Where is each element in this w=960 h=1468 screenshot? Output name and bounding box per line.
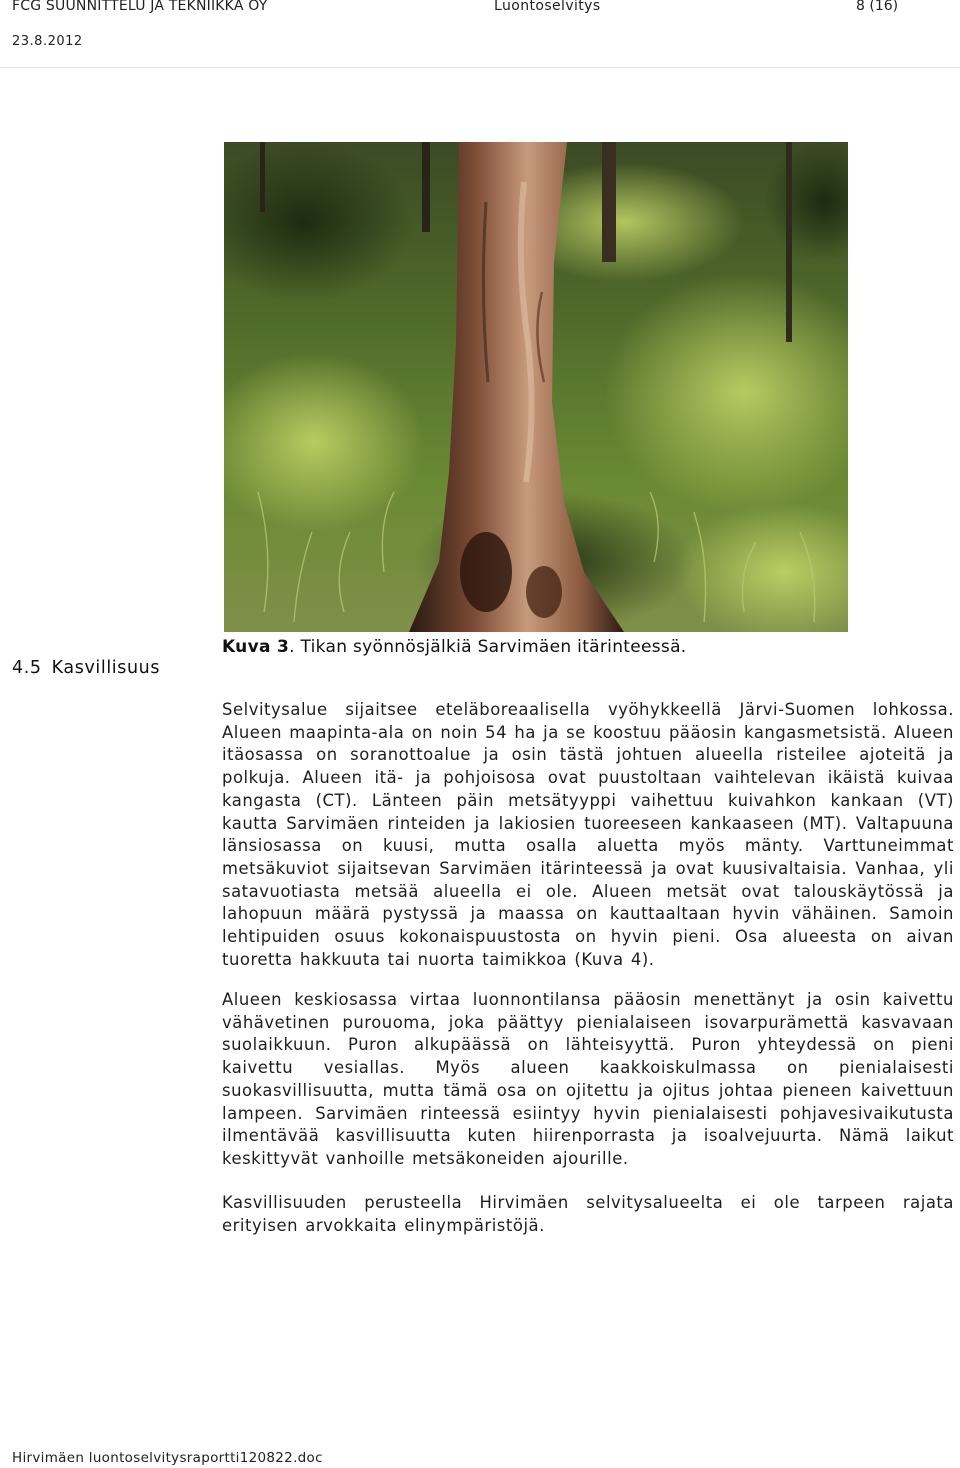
- paragraph-site-description: Selvitysalue sijaitsee eteläboreaalisella vyöhykkeellä Järvi-Suomen lohkossa. Alueen maapinta-ala on noin 54 ha ja se koostuu pääosin kangasmetsistä. Alueen itäosassa on soranottoalue ja osin tästä johtuen alueella risteilee ajoteitä ja polkuja. Alueen itä- ja pohjoisosa ovat puustoltaan vaihtelevan ikäistä kuivaa kangasta (CT). Länteen päin metsätyyppi vaihettuu kuivahkon kankaan (VT) kautta Sarvimäen rinteiden ja lakiosien tuoreeseen kankaaseen (MT). Valtapuuna länsiosassa on kuusi, mutta osalla aluetta myös mänty. Varttuneimmat metsäkuviot sijaitsevan Sarvimäen itärinteessä ja ovat kuusivaltaisia. Vanhaa, yli satavuotiasta metsää alueella ei ole. Alueen metsät ovat talouskäytössä ja lahopuun määrä pystyssä ja maassa on kauttaaltaan hyvin vähäinen. Samoin lehtipuiden osuus kokonaispuustosta on hyvin pieni. Osa alueesta on aivan tuoretta hakkuuta tai nuorta taimikkoa (Kuva 4).: [222, 700, 954, 969]
- document-type: Luontoselvitys: [494, 0, 601, 14]
- section-title: Kasvillisuus: [51, 658, 161, 678]
- figure-caption: [222, 637, 687, 657]
- page-number: 8 (16): [856, 0, 899, 14]
- figure-caption-text: . Tikan syönnösjälkiä Sarvimäen itärinteessä.: [289, 637, 687, 657]
- forest-tree-photo: [224, 142, 848, 632]
- figure-caption-label: Kuva 3: [222, 637, 290, 657]
- footer-filename: Hirvimäen luontoselvitysraportti120822.doc: [12, 1450, 323, 1466]
- header-divider: [0, 67, 960, 68]
- section-heading: [12, 658, 160, 678]
- company-name: FCG SUUNNITTELU JA TEKNIIKKA OY: [12, 0, 268, 14]
- paragraph-conclusion: Kasvillisuuden perusteella Hirvimäen selvitysalueelta ei ole tarpeen rajata erityisen arvokkaita elinympäristöjä.: [222, 1193, 954, 1235]
- section-number: 4.5: [12, 658, 42, 678]
- paragraph-stream-description: Alueen keskiosassa virtaa luonnontilansa pääosin menettänyt ja osin kaivettu vähävetinen purouoma, joka päättyy pienialaiseen isovarpurämettä kasvavaan suolaikkuun. Puron alkupäässä on lähteisyyttä. Puron yhteydessä on pieni kaivettu vesiallas. Myös alueen kaakkoiskulmassa on pienialaisesti suokasvillisuutta, mutta tämä osa on ojitettu ja ojitus johtaa pieneen kaivettuun lampeen. Sarvimäen rinteessä esiintyy hyvin pienialaisesti pohjavesivaikutusta ilmentävää kasvillisuutta kuten hiirenporrasta ja isoalvejuurta. Nämä laikut keskittyvät vanhoille metsäkoneiden ajourille.: [222, 990, 954, 1168]
- document-date: 23.8.2012: [12, 34, 83, 49]
